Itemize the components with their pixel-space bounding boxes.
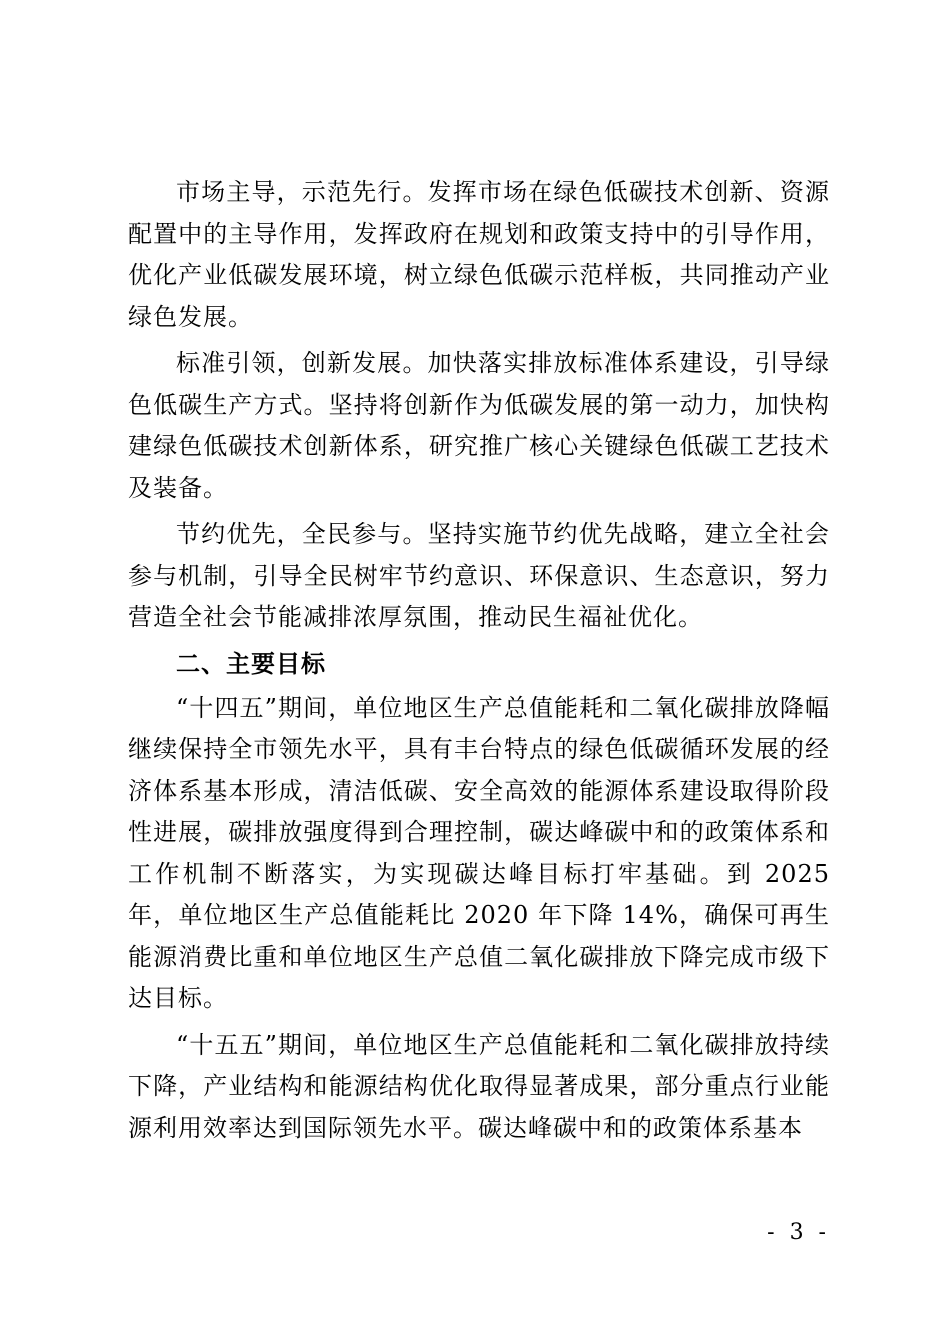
principle-market-led: 市场主导，示范先行。发挥市场在绿色低碳技术创新、资源配置中的主导作用，发挥政府在规划和政策支持中的引导作用，优化产业低碳发展环境，树立绿色低碳示范样板，共同推动产业绿色发展。: [128, 178, 830, 331]
goal-14th-five-year: “十四五”期间，单位地区生产总值能耗和二氧化碳排放降幅继续保持全市领先水平，具有丰台特点的绿色低碳循环发展的经济体系基本形成，清洁低碳、安全高效的能源体系建设取得阶段性进展，碳排放强度得到合理控制，碳达峰碳中和的政策体系和工作机制不断落实，为实现碳达峰目标打牢基础。到 2025 年，单位地区生产总值能耗比 2020 年下降 14%，确保可再生能源消费比重和单位地区生产总值二氧化碳排放下降完成市级下达目标。: [128, 693, 830, 1012]
principle-saving-first: 节约优先，全民参与。坚持实施节约优先战略，建立全社会参与机制，引导全民树牢节约意识、环保意识、生态意识，努力营造全社会节能减排浓厚氛围，推动民生福祉优化。: [128, 520, 830, 631]
section-heading-main-goals: 二、主要目标: [176, 649, 326, 678]
goal-15th-five-year: “十五五”期间，单位地区生产总值能耗和二氧化碳排放持续下降，产业结构和能源结构优化取得显著成果，部分重点行业能源利用效率达到国际领先水平。碳达峰碳中和的政策体系基本: [128, 1030, 830, 1142]
document-body: [128, 172, 830, 1154]
principle-standard-led: 标准引领，创新发展。加快落实排放标准体系建设，引导绿色低碳生产方式。坚持将创新作为低碳发展的第一动力，加快构建绿色低碳技术创新体系，研究推广核心关键绿色低碳工艺技术及装备。: [128, 349, 830, 502]
page-number: - 3 -: [767, 1220, 830, 1245]
